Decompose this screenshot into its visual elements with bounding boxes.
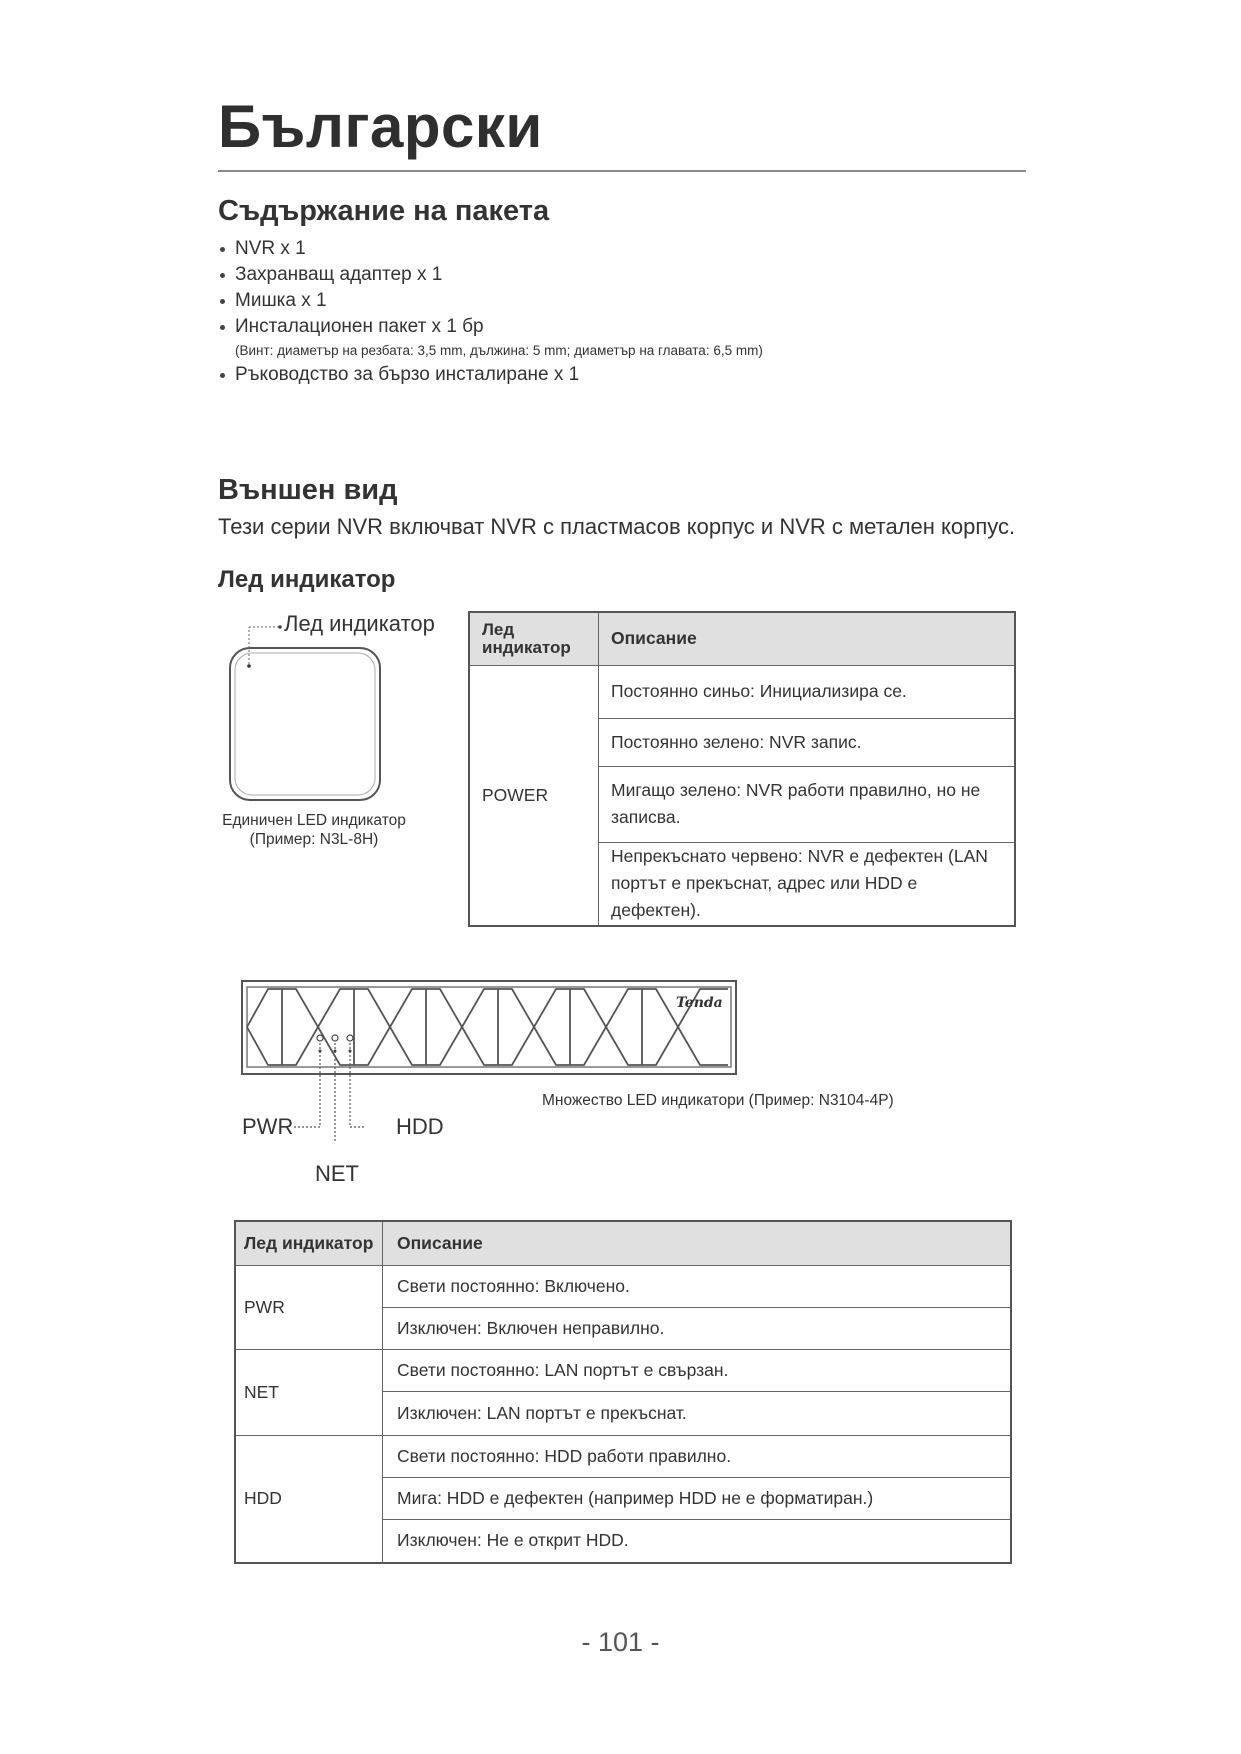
indicator-cell: PWR <box>235 1265 383 1349</box>
table-row: Свети постоянно: Включено. <box>383 1265 1012 1307</box>
multi-led-caption: Множество LED индикатори (Пример: N3104-4P) <box>542 1092 894 1109</box>
caption-line: Единичен LED индикатор <box>222 812 406 829</box>
hdd-label: HDD <box>396 1114 444 1139</box>
net-label: NET <box>315 1161 359 1186</box>
list-item-text: Инсталационен пакет x 1 бр <box>235 316 484 337</box>
package-heading: Съдържание на пакета <box>218 195 550 227</box>
table-row: Изключен: LAN портът е прекъснат. <box>383 1391 1012 1435</box>
pwr-led-icon <box>317 1035 323 1041</box>
list-item-text: Захранващ адаптер x 1 <box>235 264 443 285</box>
led-table-single <box>468 611 1016 927</box>
table-header-description: Описание <box>599 612 1016 665</box>
single-led-nvr-illustration <box>220 612 390 812</box>
hdd-led-icon <box>347 1035 353 1041</box>
list-item <box>218 236 1038 262</box>
list-item <box>218 288 1038 314</box>
list-item <box>218 262 1038 288</box>
table-row: Непрекъснато червено: NVR е дефектен (LAN портът е прекъснат, адрес или HDD е дефектен). <box>599 842 1016 926</box>
title-divider <box>218 170 1026 172</box>
table-row: Мига: HDD е дефектен (например HDD не е форматиран.) <box>383 1477 1012 1519</box>
appearance-description: Тези серии NVR включват NVR с пластмасов корпус и NVR с метален корпус. <box>218 514 1016 539</box>
list-item <box>218 362 1038 388</box>
net-led-icon <box>332 1035 338 1041</box>
indicator-cell: NET <box>235 1349 383 1435</box>
led-callout-label: Лед индикатор <box>284 611 435 636</box>
screw-note: (Винт: диаметър на резбата: 3,5 mm, дължина: 5 mm; диаметър на главата: 6,5 mm) <box>235 343 763 358</box>
table-header-led: Лед индикатор <box>235 1221 383 1265</box>
table-row: Изключен: Не е открит HDD. <box>383 1519 1012 1563</box>
single-led-caption <box>218 811 410 849</box>
list-item-text: Ръководство за бързо инсталиране x 1 <box>235 364 580 385</box>
table-header-led: Лед индикатор <box>469 612 599 665</box>
led-dot-icon <box>247 664 251 668</box>
table-header-description: Описание <box>383 1221 1012 1265</box>
appearance-heading: Външен вид <box>218 474 398 506</box>
caption-line: (Пример: N3L-8H) <box>249 831 379 848</box>
page-number: - 101 - <box>581 1627 660 1657</box>
page-title: Български <box>218 93 543 160</box>
table-row: Изключен: Включен неправилно. <box>383 1307 1012 1349</box>
pwr-label: PWR <box>242 1114 294 1139</box>
package-list <box>218 236 1038 388</box>
table-row: Мигащо зелено: NVR работи правилно, но не записва. <box>599 766 1016 842</box>
list-item <box>218 314 1038 362</box>
led-table-multi <box>234 1220 1012 1564</box>
table-row: Постоянно синьо: Инициализира се. <box>599 665 1016 718</box>
table-row: Свети постоянно: LAN портът е свързан. <box>383 1349 1012 1391</box>
tenda-logo: Tenda <box>676 995 723 1011</box>
indicator-cell: POWER <box>469 665 599 926</box>
list-item-text: Мишка x 1 <box>235 290 327 311</box>
table-row: Свети постоянно: HDD работи правилно. <box>383 1435 1012 1477</box>
list-item-text: NVR x 1 <box>235 238 306 259</box>
led-heading: Лед индикатор <box>218 566 396 593</box>
table-row: Постоянно зелено: NVR запис. <box>599 718 1016 766</box>
indicator-cell: HDD <box>235 1435 383 1563</box>
multi-led-nvr-illustration <box>236 975 746 1175</box>
